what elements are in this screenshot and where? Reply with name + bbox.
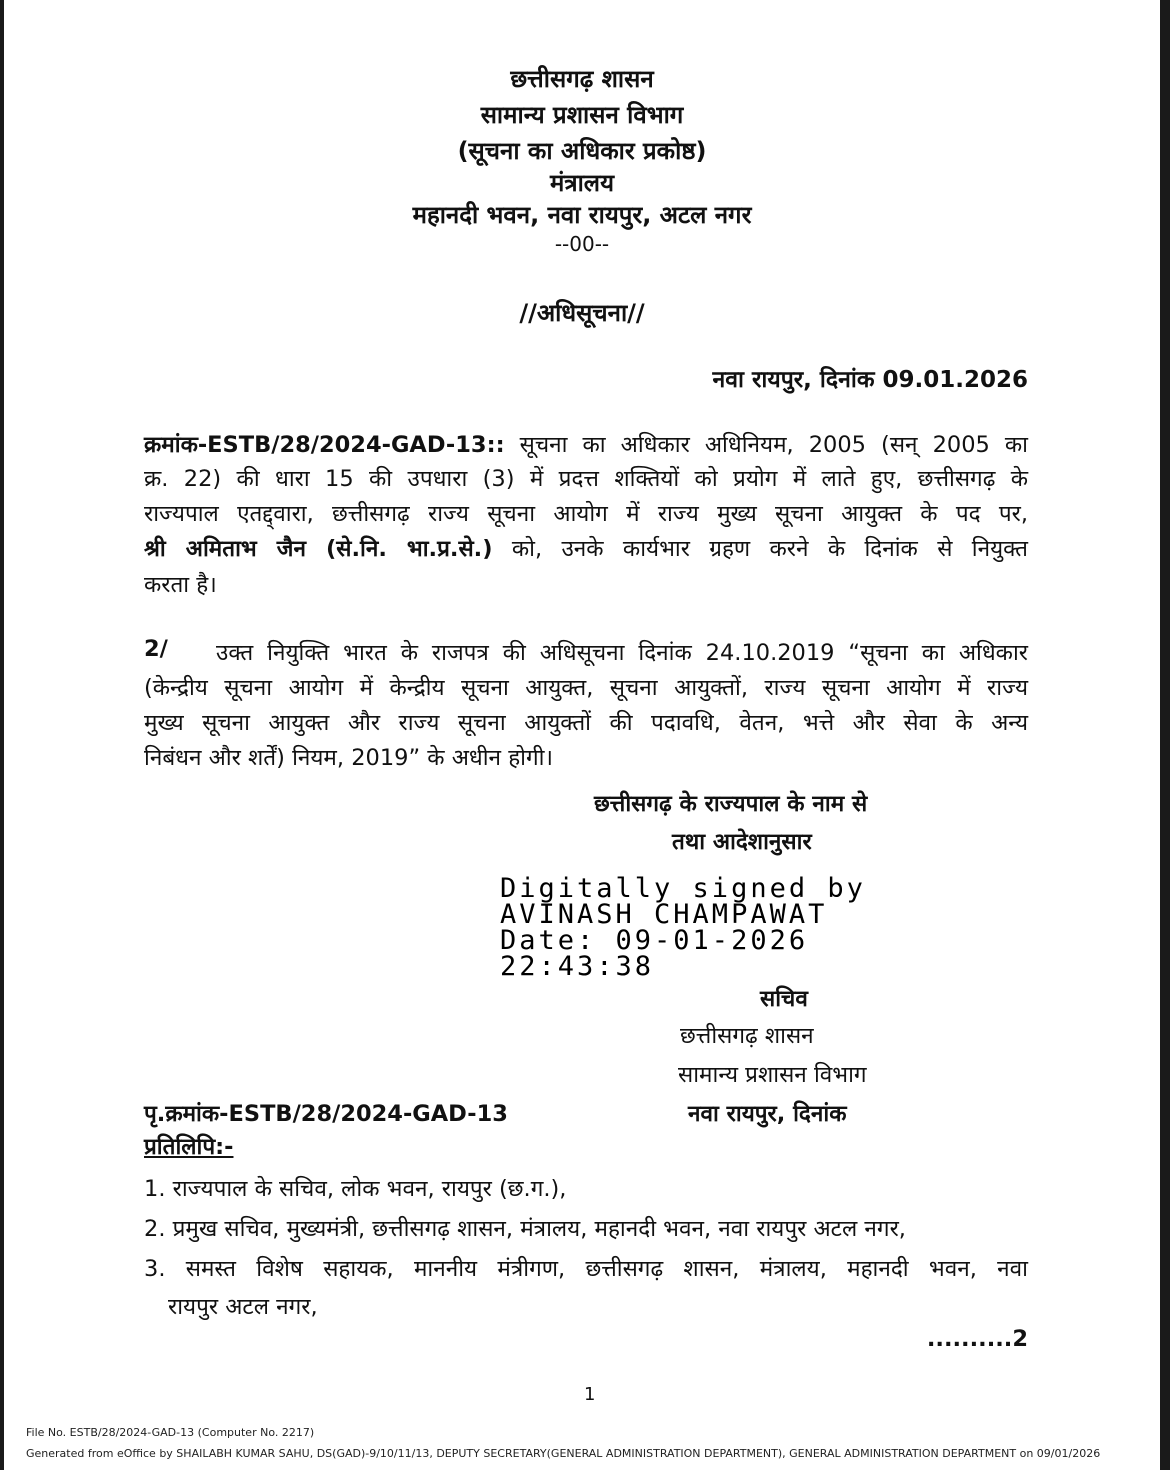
para1-line-2: क्र. 22) की धारा 15 की उपधारा (3) में प्रदत्त शक्तियों को प्रयोग में लाते हुए, छत्तीसगढ़ के (144, 466, 1028, 492)
signature-line-1: Digitally signed by (500, 873, 866, 904)
appointee-name: श्री अमिताभ जैन (से.नि. भा.प्र.से.) (144, 536, 493, 562)
header-line-1: छत्तीसगढ़ शासन (510, 65, 654, 93)
document-page (4, 0, 1160, 1470)
header-line-3: (सूचना का अधिकार प्रकोष्ठ) (457, 137, 707, 165)
signatory-line-1: छत्तीसगढ़ शासन (680, 1023, 814, 1049)
date-line: नवा रायपुर, दिनांक 09.01.2026 (712, 367, 1028, 393)
copy-item-2: 2. प्रमुख सचिव, मुख्यमंत्री, छत्तीसगढ़ शासन, मंत्रालय, महानदी भवन, नवा रायपुर अटल नगर, (144, 1216, 906, 1242)
signatory-line-2: सामान्य प्रशासन विभाग (678, 1062, 867, 1088)
para2-number: 2/ (144, 636, 168, 662)
continued-marker: ..........2 (926, 1326, 1028, 1352)
order-ref: क्रमांक-ESTB/28/2024-GAD-13:: (144, 432, 505, 458)
para1-line-5: करता है। (144, 572, 217, 598)
para2-line-1: उक्त नियुक्ति भारत के राजपत्र की अधिसूचना दिनांक 24.10.2019 “सूचना का अधिकार (216, 640, 1028, 666)
authority-line-2: तथा आदेशानुसार (672, 829, 812, 855)
signature-line-4: 22:43:38 (500, 951, 655, 982)
copy-item-1: 1. राज्यपाल के सचिव, लोक भवन, रायपुर (छ.ग.), (144, 1176, 567, 1202)
para1-line-1 (144, 428, 1028, 459)
endorsement-place-date: नवा रायपुर, दिनांक (688, 1101, 847, 1127)
copy-item-3: 3. समस्त विशेष सहायक, माननीय मंत्रीगण, छत्तीसगढ़ शासन, मंत्रालय, महानदी भवन, नवा (144, 1256, 1028, 1282)
authority-line-1: छत्तीसगढ़ के राज्यपाल के नाम से (594, 791, 868, 817)
signature-line-3: Date: 09-01-2026 (500, 925, 809, 956)
notification-title: //अधिसूचना// (519, 299, 645, 327)
header-line-5: महानदी भवन, नवा रायपुर, अटल नगर (412, 201, 752, 229)
para2-line-2: (केन्द्रीय सूचना आयोग में केन्द्रीय सूचना आयुक्त, सूचना आयुक्तों, राज्य सूचना आयोग में राज्य (144, 675, 1028, 701)
para1-text: सूचना का अधिकार अधिनियम, 2005 (सन् 2005 का (519, 432, 1028, 458)
signatory-title: सचिव (760, 986, 808, 1012)
header-line-4: मंत्रालय (549, 169, 614, 197)
copy-heading: प्रतिलिपि:- (144, 1134, 234, 1160)
copy-item-3-cont: रायपुर अटल नगर, (168, 1294, 318, 1320)
page-number: 1 (584, 1384, 596, 1405)
footer-generated: Generated from eOffice by SHAILABH KUMAR SAHU, DS(GAD)-9/10/11/13, DEPUTY SECRETARY(GENERAL ADMINISTRATION DEPARTMENT), GENERAL ADMINISTRATION DEPARTMENT on 09/01/2026 (26, 1447, 1101, 1460)
digital-signature (500, 873, 866, 982)
signature-line-2: AVINASH CHAMPAWAT (500, 899, 828, 930)
para1-line-3: राज्यपाल एतद्द्वारा, छत्तीसगढ़ राज्य सूचना आयोग में राज्य मुख्य सूचना आयुक्त के पद पर, (144, 501, 1028, 527)
para1-text: को, उनके कार्यभार ग्रहण करने के दिनांक से नियुक्त (511, 536, 1029, 562)
header-separator: --00-- (554, 232, 610, 256)
header-line-2: सामान्य प्रशासन विभाग (480, 101, 684, 129)
endorsement-ref: पृ.क्रमांक-ESTB/28/2024-GAD-13 (144, 1101, 508, 1127)
para1-line-4 (144, 532, 1028, 563)
para2-line-3: मुख्य सूचना आयुक्त और राज्य सूचना आयुक्तों की पदावधि, वेतन, भत्ते और सेवा के अन्य (144, 710, 1028, 736)
footer-file-no: File No. ESTB/28/2024-GAD-13 (Computer No. 2217) (26, 1426, 315, 1439)
para2-line-4: निबंधन और शर्तें) नियम, 2019” के अधीन होगी। (144, 745, 553, 771)
